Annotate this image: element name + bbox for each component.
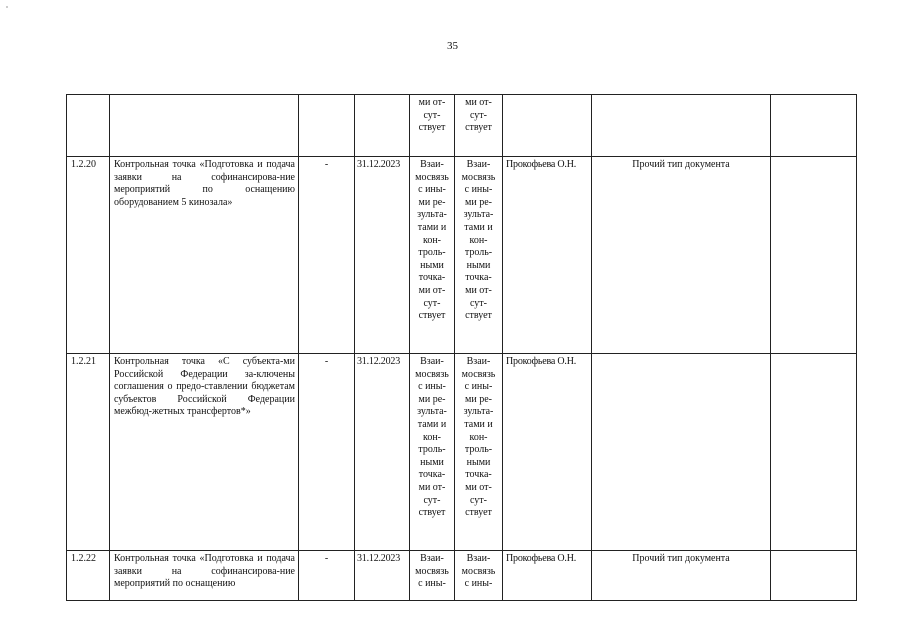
control-points-table [66, 94, 857, 601]
text-line: точка- [465, 272, 492, 284]
cell-name: Контрольная точка «С субъекта-ми Российской Федерации за-ключены соглашения о предо-ставлении бюджетам субъектов Российской Федерации межбюд-жетных трансфертов*» [110, 354, 299, 551]
text-line: мосвязь [461, 565, 496, 577]
text-line: ными [466, 456, 491, 468]
text-line: сут- [469, 109, 487, 121]
text-line: ми ре- [418, 393, 446, 405]
text-line: Взаи- [466, 553, 491, 564]
cell-fact-relation [455, 95, 503, 157]
text-line: ми от- [418, 481, 446, 493]
text-line: ми ре- [465, 393, 492, 405]
cell-end: 31.12.2023 [355, 551, 410, 601]
text-line: ми от- [465, 481, 492, 493]
text-line: мосвязь [415, 171, 449, 183]
text-line: сут- [423, 109, 441, 121]
text-line: тами и [464, 221, 493, 233]
text-line: зульта- [417, 209, 447, 221]
cell-name: Контрольная точка «Подготовка и подача заявки на софинансирова-ние мероприятий по оснащению оборудованием 5 кинозала» [110, 157, 299, 354]
text-line: ми ре- [465, 196, 492, 208]
text-line: Взаи- [420, 356, 444, 367]
table-row-continuation [67, 95, 857, 157]
table-row [67, 354, 857, 551]
table-row [67, 551, 857, 601]
text-line: ми от- [418, 97, 446, 108]
text-line: мосвязь [461, 368, 496, 380]
text-line: Взаи- [466, 159, 491, 170]
text-line: кон- [469, 234, 488, 246]
cell-name: Контрольная точка «Подготовка и подача заявки на софинансирова-ние мероприятий по оснащению [110, 551, 299, 601]
text-line: троль- [464, 444, 493, 456]
text-line: Взаи- [466, 356, 491, 367]
cell-number [67, 95, 110, 157]
cell-responsible [503, 95, 592, 157]
cell-doc-type [592, 95, 771, 157]
cell-start [299, 95, 355, 157]
text-line: сут- [469, 494, 487, 506]
text-line: ствует [418, 310, 446, 322]
text-line: ствует [465, 122, 492, 134]
text-line: троль- [418, 444, 446, 456]
text-line: ными [420, 456, 444, 468]
cell-number: 1.2.22 [67, 551, 110, 601]
cell-doc-type [592, 354, 771, 551]
text-line: ствует [418, 507, 446, 519]
text-line: тами и [464, 418, 493, 430]
cell-extra [771, 354, 857, 551]
text-line: с ины- [464, 578, 493, 590]
cell-fact-relation [455, 354, 503, 551]
text-line: Взаи- [420, 553, 444, 564]
text-line: кон- [422, 234, 442, 246]
cell-responsible: Прокофьева О.Н. [503, 157, 592, 354]
cell-start: - [299, 551, 355, 601]
text-line: мосвязь [415, 368, 449, 380]
page-number: 35 [447, 40, 458, 52]
table-row [67, 157, 857, 354]
cell-end: 31.12.2023 [355, 157, 410, 354]
text-line: зульта- [417, 406, 447, 418]
cell-name [110, 95, 299, 157]
cell-plan-relation [410, 95, 455, 157]
text-line: сут- [469, 297, 487, 309]
text-line: тами и [417, 221, 447, 233]
text-line: зульта- [463, 406, 494, 418]
text-line: ствует [418, 122, 446, 134]
table-body [67, 95, 857, 601]
text-line: ными [420, 259, 444, 271]
cell-plan-relation [410, 551, 455, 601]
text-line: с ины- [418, 381, 446, 393]
cell-doc-type: Прочий тип документа [592, 157, 771, 354]
cell-extra [771, 95, 857, 157]
text-line: ми от- [418, 284, 446, 296]
text-line: точка- [465, 469, 492, 481]
cell-fact-relation [455, 157, 503, 354]
text-line: ми от- [465, 97, 492, 108]
text-line: с ины- [418, 184, 446, 196]
text-line: Взаи- [420, 159, 444, 170]
cell-plan-relation [410, 157, 455, 354]
text-line: с ины- [418, 578, 446, 590]
cell-fact-relation [455, 551, 503, 601]
text-line: мосвязь [415, 565, 449, 577]
text-line: ствует [465, 507, 492, 519]
text-line: ствует [465, 310, 492, 322]
text-line: точка- [418, 469, 446, 481]
text-line: с ины- [464, 381, 493, 393]
cell-plan-relation [410, 354, 455, 551]
cell-extra [771, 551, 857, 601]
text-line: ными [466, 259, 491, 271]
cell-start: - [299, 354, 355, 551]
text-line: с ины- [464, 184, 493, 196]
text-line: сут- [423, 494, 441, 506]
text-line: точка- [418, 272, 446, 284]
text-line: троль- [418, 247, 446, 259]
cell-start: - [299, 157, 355, 354]
text-line: ми от- [465, 284, 492, 296]
text-line: кон- [422, 431, 442, 443]
cell-doc-type: Прочий тип документа [592, 551, 771, 601]
cell-end: 31.12.2023 [355, 354, 410, 551]
cell-responsible: Прокофьева О.Н. [503, 354, 592, 551]
text-line: мосвязь [461, 171, 496, 183]
text-line: троль- [464, 247, 493, 259]
cell-extra [771, 157, 857, 354]
text-line: тами и [417, 418, 447, 430]
cell-end [355, 95, 410, 157]
text-line: сут- [423, 297, 441, 309]
cell-responsible: Прокофьева О.Н. [503, 551, 592, 601]
text-line: зульта- [463, 209, 494, 221]
text-line: ми ре- [418, 196, 446, 208]
cell-number: 1.2.20 [67, 157, 110, 354]
cell-number: 1.2.21 [67, 354, 110, 551]
text-line: кон- [469, 431, 488, 443]
scan-artifact [6, 6, 8, 8]
